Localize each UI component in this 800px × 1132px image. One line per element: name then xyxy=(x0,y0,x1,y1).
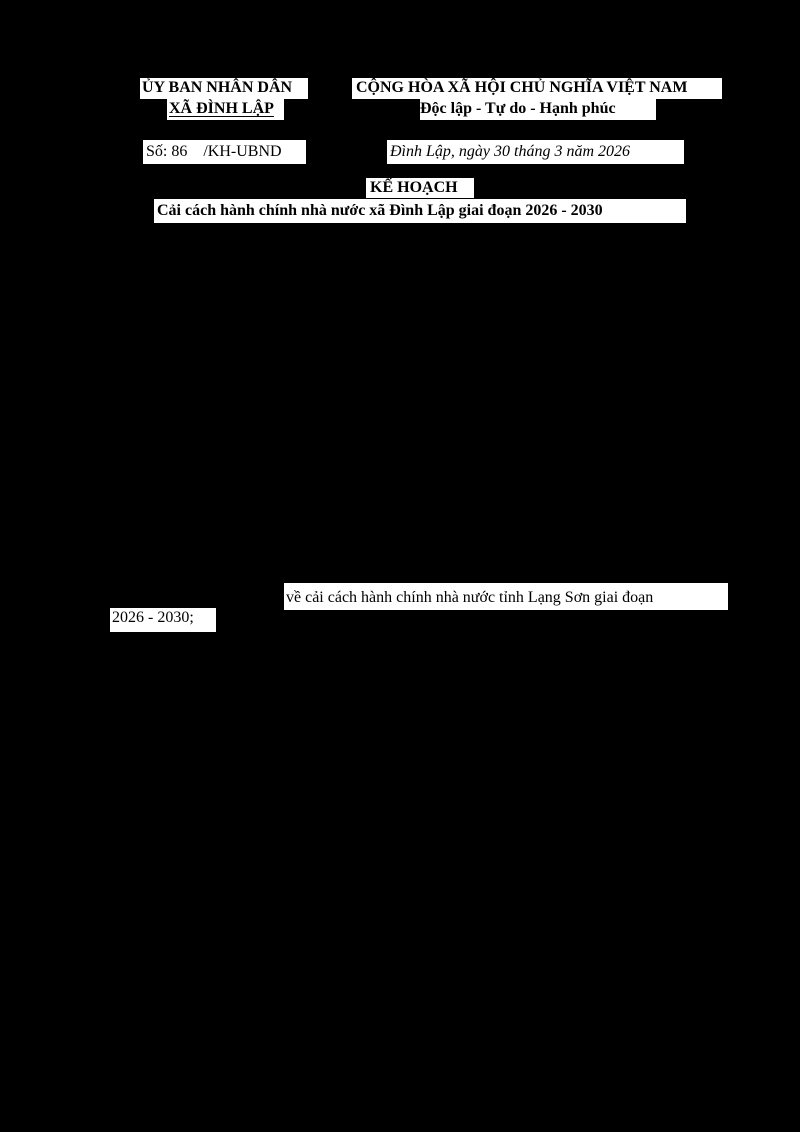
body-text-line: về cải cách hành chính nhà nước tỉnh Lạng Sơn giai đoạn xyxy=(284,583,728,610)
agency-name: ỦY BAN NHÂN DÂN xyxy=(140,78,308,99)
national-motto: Độc lập - Tự do - Hạnh phúc xyxy=(420,99,656,120)
document-number xyxy=(143,140,306,164)
national-title: CỘNG HÒA XÃ HỘI CHỦ NGHĨA VIỆT NAM xyxy=(352,78,722,99)
body-text-line: 2026 - 2030; xyxy=(110,608,216,632)
document-type-title: KẾ HOẠCH xyxy=(366,178,474,198)
document-number-suffix: /KH-UBND xyxy=(203,143,282,160)
document-subject: Cải cách hành chính nhà nước xã Đình Lập giai đoạn 2026 - 2030 xyxy=(154,199,686,223)
agency-commune-text: XÃ ĐÌNH LẬP xyxy=(169,100,274,117)
document-number-prefix: Số: 86 xyxy=(146,143,188,160)
agency-commune xyxy=(167,99,284,120)
place-and-date: Đình Lập, ngày 30 tháng 3 năm 2026 xyxy=(387,140,684,164)
